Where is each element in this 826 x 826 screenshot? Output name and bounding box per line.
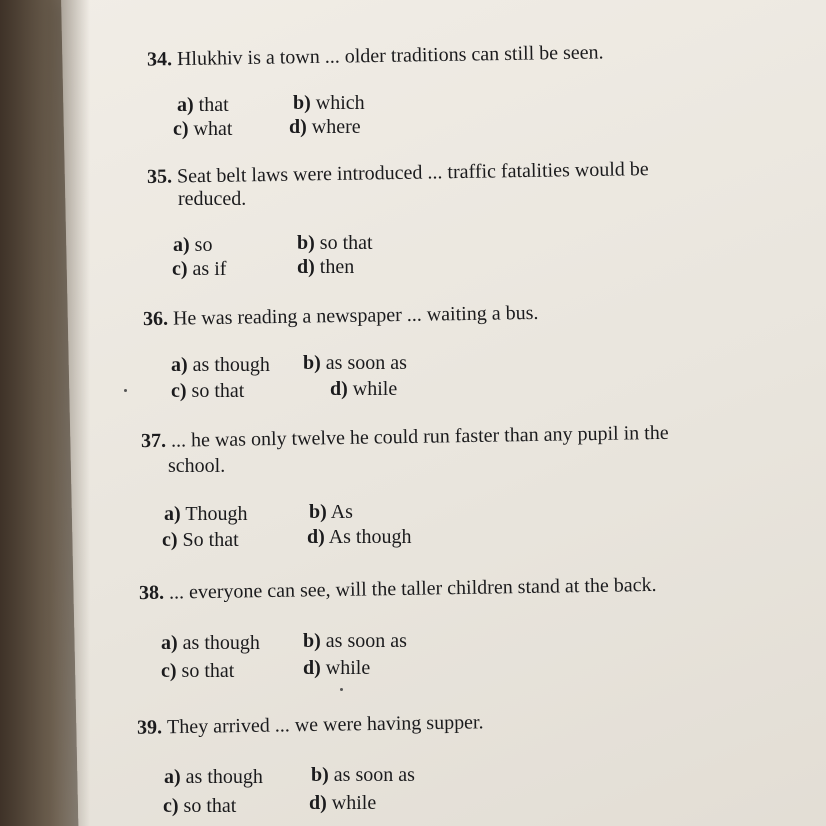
pencil-dot [340, 688, 343, 691]
question-number: 37. [140, 429, 167, 453]
question-number: 34. [146, 48, 173, 71]
question-number: 36. [142, 307, 169, 331]
option-text: as though [192, 354, 270, 376]
question-36 [143, 302, 539, 331]
option-letter: a) [171, 354, 188, 376]
option-letter: b) [293, 92, 311, 114]
option-letter: b) [309, 501, 327, 523]
option-letter: c) [163, 795, 179, 817]
option-text: then [319, 256, 355, 278]
question-text: Hlukhiv is a town ... older traditions can still be seen. [176, 41, 604, 71]
question-34 [147, 41, 604, 71]
question-number: 38. [138, 581, 165, 605]
option-letter: a) [164, 503, 181, 525]
option-text: as though [182, 632, 260, 654]
option-37-b [309, 501, 353, 524]
option-letter: d) [297, 256, 315, 278]
option-letter: c) [162, 529, 178, 551]
option-39-b [311, 764, 415, 787]
question-37-continuation: school. [168, 455, 226, 477]
option-36-c [171, 380, 244, 403]
question-text: He was reading a newspaper ... waiting a bus. [172, 301, 539, 330]
option-35-a [173, 234, 212, 257]
option-text: So that [182, 529, 239, 551]
question-37 [141, 422, 669, 453]
option-text: As though [328, 526, 412, 548]
option-text: where [311, 116, 361, 138]
question-text: ... everyone can see, will the taller children stand at the back. [168, 573, 657, 604]
question-35 [147, 158, 649, 189]
question-39 [137, 711, 484, 739]
option-text: so that [181, 660, 235, 682]
option-text: Though [185, 503, 248, 525]
option-text: as soon as [333, 764, 415, 786]
pencil-dot [124, 389, 127, 392]
option-34-c [173, 118, 232, 141]
option-36-d [330, 378, 397, 401]
option-text: as soon as [325, 352, 407, 374]
option-letter: d) [289, 116, 307, 138]
question-35-continuation: reduced. [178, 188, 247, 210]
option-letter: d) [330, 378, 348, 400]
option-39-d [309, 792, 376, 815]
option-letter: c) [161, 660, 177, 682]
question-number: 39. [136, 716, 163, 739]
option-letter: c) [171, 380, 187, 402]
option-38-c [161, 660, 234, 683]
option-35-c [172, 258, 226, 281]
option-37-a [164, 503, 248, 526]
option-35-b [297, 232, 373, 255]
option-38-b [303, 630, 407, 653]
option-letter: c) [173, 118, 189, 140]
option-letter: a) [161, 632, 178, 654]
option-34-b [293, 92, 365, 115]
option-text: as if [192, 258, 227, 280]
question-text: ... he was only twelve he could run faster than any pupil in the [170, 421, 669, 452]
question-number: 35. [146, 165, 173, 188]
option-text: so that [191, 380, 245, 402]
option-36-b [303, 352, 407, 375]
option-37-c [162, 529, 239, 552]
question-text: Seat belt laws were introduced ... traffic fatalities would be [176, 158, 649, 188]
option-letter: a) [164, 766, 181, 788]
question-text: They arrived ... we were having supper. [166, 711, 484, 739]
option-35-d [297, 256, 354, 279]
option-letter: a) [177, 94, 194, 116]
option-39-c [163, 795, 236, 818]
option-letter: b) [303, 352, 321, 374]
option-text: that [198, 94, 229, 116]
option-letter: b) [311, 764, 329, 786]
question-38 [139, 574, 657, 605]
option-letter: b) [297, 232, 315, 254]
option-text: as soon as [325, 630, 407, 652]
option-text: so [194, 234, 213, 256]
option-text: while [352, 378, 398, 400]
option-letter: b) [303, 630, 321, 652]
option-34-a [177, 94, 229, 117]
option-letter: c) [172, 258, 188, 280]
option-text: As [330, 501, 353, 523]
option-text: as though [185, 766, 263, 788]
option-text: which [315, 92, 365, 114]
option-letter: d) [307, 526, 325, 548]
option-letter: d) [303, 657, 321, 679]
option-text: what [193, 118, 233, 140]
option-37-d [307, 526, 412, 549]
option-text: so that [183, 795, 237, 817]
option-letter: d) [309, 792, 327, 814]
option-letter: a) [173, 234, 190, 256]
option-text: while [325, 657, 371, 679]
option-36-a [171, 354, 270, 377]
option-39-a [164, 766, 263, 789]
option-text: so that [319, 232, 373, 254]
option-text: while [331, 792, 377, 814]
option-38-a [161, 632, 260, 655]
option-34-d [289, 116, 361, 139]
option-38-d [303, 657, 370, 680]
